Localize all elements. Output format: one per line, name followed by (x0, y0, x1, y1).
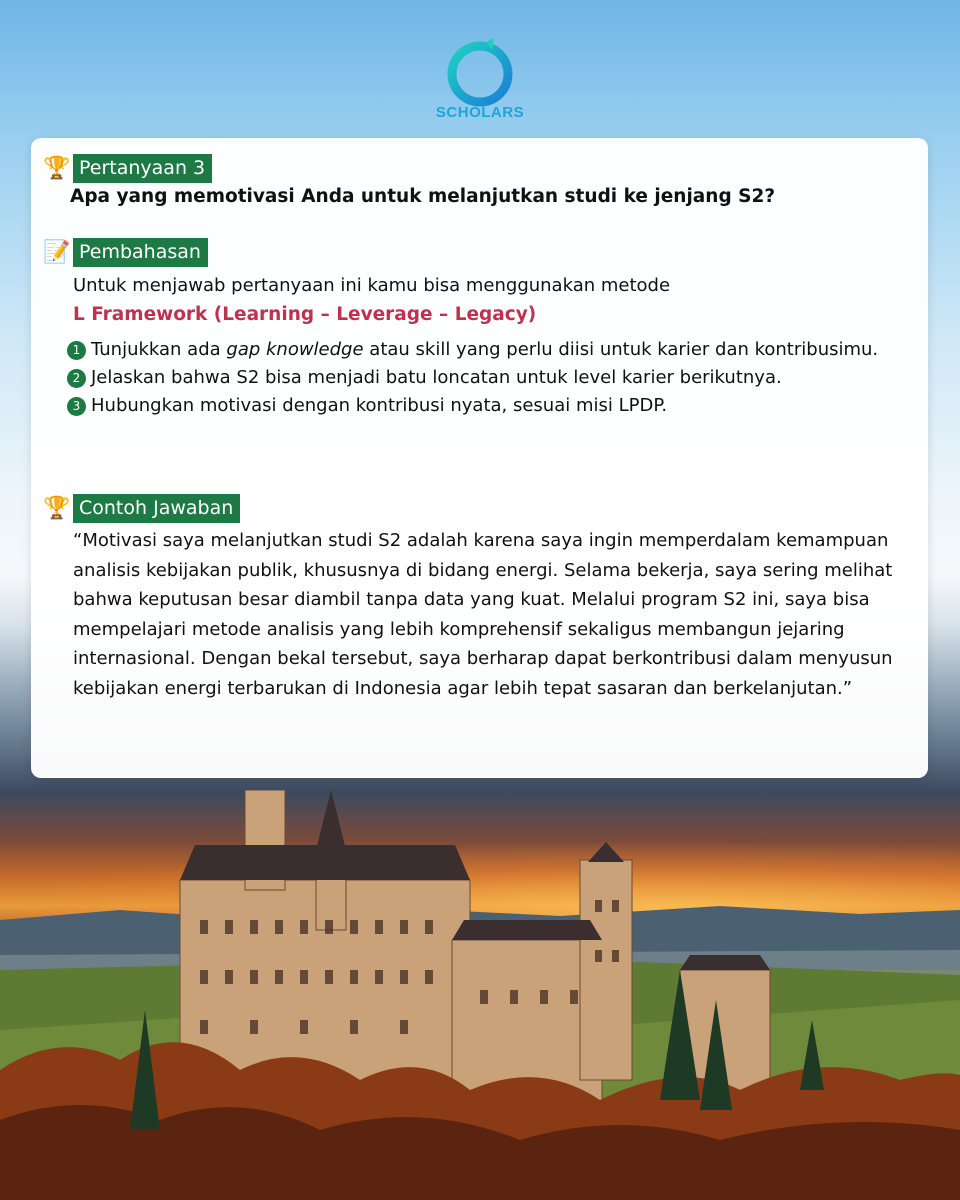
discussion-heading (43, 238, 208, 267)
example-heading (43, 494, 240, 523)
content-card (31, 138, 928, 778)
list-item (67, 392, 907, 419)
brand-name: SCHOLARS (435, 104, 525, 121)
question-tag: Pertanyaan 3 (73, 154, 212, 183)
step-number-badge: 3 (67, 397, 86, 416)
step-number-badge: 1 (67, 341, 86, 360)
discussion-intro: Untuk menjawab pertanyaan ini kamu bisa menggunakan metode (73, 275, 671, 296)
list-item (67, 364, 907, 391)
question-text: Apa yang memotivasi Anda untuk melanjutkan studi ke jenjang S2? (70, 186, 776, 207)
example-answer-text: “Motivasi saya melanjutkan studi S2 adalah karena saya ingin memperdalam kemampuan analisis kebijakan publik, khususnya di bidang energi. Selama bekerja, saya sering melihat bahwa keputusan besar diambil tanpa data yang kuat. Melalui program S2 ini, saya bisa mempelajari metode analisis yang lebih komprehensif sekaligus membangun jejaring internasional. Dengan bekal tersebut, saya berharap dapat berkontribusi dalam menyusun kebijakan energi terbarukan di Indonesia agar lebih tepat sasaran dan berkelanjutan.” (73, 530, 893, 699)
steps-list (67, 336, 907, 420)
step-text: Hubungkan motivasi dengan kontribusi nyata, sesuai misi LPDP. (91, 395, 668, 416)
step-text: Jelaskan bahwa S2 bisa menjadi batu loncatan untuk level karier berikutnya. (91, 367, 782, 388)
framework-label: L Framework (Learning – Leverage – Legacy) (73, 304, 537, 325)
example-tag: Contoh Jawaban (73, 494, 240, 523)
castle-landscape-image (0, 770, 960, 1200)
emphasis-text: gap knowledge (226, 339, 364, 360)
trophy-icon: 🏆 (43, 155, 71, 181)
memo-icon: 📝 (43, 239, 71, 265)
discussion-tag: Pembahasan (73, 238, 208, 267)
step-text: Tunjukkan ada gap knowledge atau skill yang perlu diisi untuk karier dan kontribusimu. (91, 339, 879, 360)
question-heading (43, 154, 212, 183)
step-number-badge: 2 (67, 369, 86, 388)
trophy-icon: 🏆 (43, 495, 71, 521)
list-item (67, 336, 907, 363)
